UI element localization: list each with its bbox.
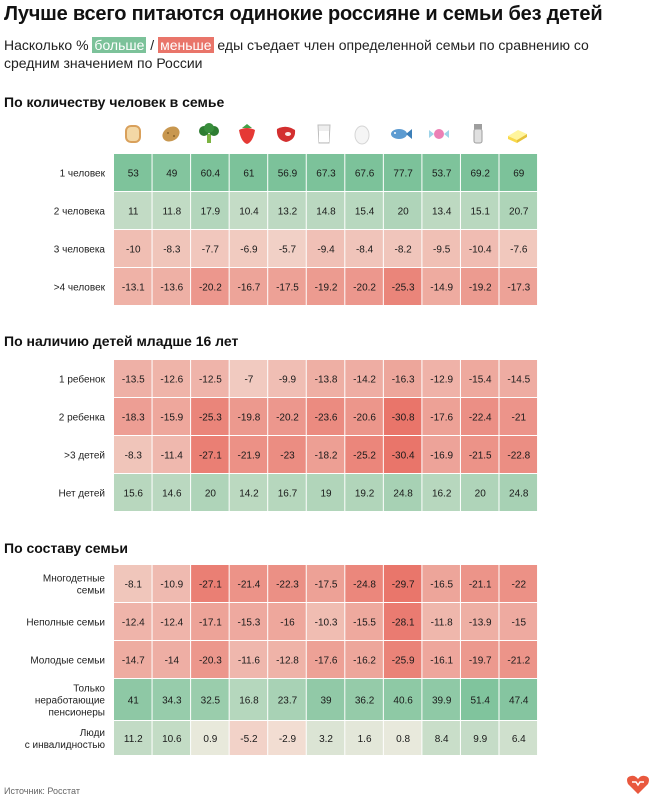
- heatmap-cell-value: -13.9: [468, 617, 492, 629]
- heatmap-cell-value: -15.3: [237, 617, 261, 629]
- heatmap-cell-value: -20.6: [353, 412, 376, 424]
- heatmap-cell-value: 53.7: [431, 168, 452, 180]
- brand-logo-icon: [626, 774, 650, 796]
- section-title-family-type: По составу семьи: [4, 540, 128, 556]
- row-label: 1 человек: [59, 168, 105, 180]
- heatmap-cell-value: 13.4: [431, 206, 452, 218]
- heatmap-cell-value: 56.9: [277, 168, 298, 180]
- heatmap-cell-value: 47.4: [509, 695, 529, 707]
- heatmap-cell-value: 20: [474, 488, 486, 500]
- heatmap-cell-value: 24.8: [393, 488, 413, 500]
- heatmap-cell-value: 17.9: [200, 206, 221, 218]
- heatmap-cell-value: 49: [166, 168, 178, 180]
- heatmap-cell-value: -17.3: [507, 282, 531, 294]
- candy-icon: [429, 129, 449, 139]
- heatmap-cell-value: -9.9: [278, 374, 297, 386]
- heatmap-cell-value: -2.9: [278, 734, 297, 745]
- heatmap-cell-value: -18.3: [121, 412, 145, 424]
- row-label: неработающие: [34, 695, 105, 707]
- heatmap-cell-value: -30.4: [391, 450, 415, 462]
- heatmap-cell-value: 32.5: [200, 695, 221, 707]
- heatmap-cell-value: 34.3: [162, 695, 182, 707]
- heatmap-cell-value: -20.2: [276, 412, 299, 424]
- heatmap-cell-value: -16: [280, 617, 295, 629]
- heatmap-cell-value: -8.3: [163, 244, 181, 256]
- heatmap-cell-value: -20.2: [198, 282, 222, 294]
- heatmap-cell-value: -15.4: [468, 374, 492, 386]
- heatmap-cell-value: 14.2: [239, 488, 259, 500]
- heatmap-cell-value: -11.6: [237, 655, 260, 667]
- legend-more-tag: больше: [94, 37, 145, 53]
- heatmap-cell-value: 41: [127, 695, 139, 707]
- heatmap-cell-value: 13.2: [277, 206, 298, 218]
- heatmap-cell-value: -19.7: [468, 655, 492, 667]
- heatmap-cell-value: -8.4: [355, 244, 374, 256]
- heatmap-cell-value: -23.6: [314, 412, 338, 424]
- heatmap-cell-value: -10.4: [468, 244, 492, 256]
- heatmap-cell-value: -22.3: [276, 579, 299, 591]
- heatmap-cell-value: -8.3: [124, 450, 142, 462]
- heatmap-cell-value: -7.6: [510, 244, 528, 256]
- heatmap-cell-value: 0.9: [203, 734, 218, 745]
- heatmap-cell-value: 6.4: [511, 734, 526, 745]
- heatmap-cell-value: -12.5: [198, 374, 222, 386]
- heatmap-cell-value: -12.4: [121, 617, 145, 629]
- heatmap-cell-value: -7.7: [201, 244, 219, 256]
- heatmap-cell-value: 36.2: [354, 695, 375, 707]
- heatmap-cell-value: -14.9: [430, 282, 454, 294]
- heatmap-cell-value: 69: [513, 168, 525, 180]
- row-label: семьи: [76, 585, 105, 597]
- heatmap-cell-value: -16.7: [237, 282, 261, 294]
- heatmap-cell-value: -21: [511, 412, 527, 424]
- heatmap-cell-value: 11.8: [162, 206, 182, 218]
- heatmap-cell-value: -22.4: [468, 412, 492, 424]
- row-label: Неполные семьи: [26, 617, 105, 629]
- section-title-children: По наличию детей младше 16 лет: [4, 333, 239, 349]
- heatmap-cell-value: 24.8: [509, 488, 529, 500]
- heatmap-cell-value: -23: [280, 450, 295, 462]
- heatmap-cell-value: -9.4: [317, 244, 335, 256]
- heatmap-cell-value: -25.9: [391, 655, 415, 667]
- heatmap-cell-value: 51.4: [470, 695, 490, 707]
- heatmap-cell-value: -21.9: [237, 450, 261, 462]
- heatmap-cell-value: -17.6: [430, 412, 454, 424]
- heatmap-cell-value: -19.2: [468, 282, 492, 294]
- heatmap-cell-value: 40.6: [393, 695, 413, 707]
- row-label: 1 ребенок: [59, 374, 105, 386]
- heatmap-cell-value: 10.4: [239, 206, 259, 218]
- row-label: Многодетные: [42, 573, 105, 585]
- heatmap-cell-value: -12.6: [160, 374, 184, 386]
- heatmap-cell-value: -16.2: [353, 655, 376, 667]
- heatmap-cell-value: 0.8: [396, 734, 411, 745]
- heatmap-cell-value: 67.6: [354, 168, 375, 180]
- food-icons: [125, 123, 527, 145]
- source-note: Источник: Росстат: [4, 786, 80, 796]
- heatmap-cell-value: -20.2: [353, 282, 376, 294]
- heatmap-cell-value: 53: [127, 168, 139, 180]
- heatmap-cell-value: -16.9: [430, 450, 454, 462]
- strawberry-icon: [239, 124, 255, 144]
- butter-icon: [508, 130, 527, 143]
- heatmap-cell-value: -15.9: [160, 412, 184, 424]
- heatmap-cell-value: 14.8: [316, 206, 336, 218]
- heatmap-cell-value: -17.5: [276, 282, 299, 294]
- broccoli-icon: [199, 123, 219, 143]
- heatmap-cell-value: -16.3: [391, 374, 415, 386]
- heatmap-cell-value: -13.1: [121, 282, 145, 294]
- heatmap-cell-value: -19.2: [314, 282, 338, 294]
- heatmap-cell-value: 69.2: [470, 168, 490, 180]
- heatmap-cell-value: -17.5: [314, 579, 338, 591]
- heatmap-cell-value: -8.1: [124, 579, 142, 591]
- heatmap-cell-value: 77.7: [393, 168, 413, 180]
- heatmap-cell-value: 15.4: [354, 206, 375, 218]
- heatmap-cell-value: 39: [320, 695, 332, 707]
- heatmap-cell-value: 11: [128, 206, 139, 218]
- heatmap-cell-value: -24.8: [353, 579, 376, 591]
- heatmap-cell-value: -21.1: [468, 579, 492, 591]
- heatmap-cell-value: -20.3: [198, 655, 222, 667]
- heatmap-cell-value: -7: [244, 374, 254, 386]
- heatmap-cell-value: 19.2: [354, 488, 375, 500]
- heatmap-cell-value: 16.8: [239, 695, 259, 707]
- heatmap-cell-value: 20: [204, 488, 216, 500]
- subtitle-suffix: еды съедает член определенной семьи по сравнению со средним значением по России: [4, 37, 589, 71]
- heatmap-cell-value: -16.5: [430, 579, 454, 591]
- section-title-household-size: По количеству человек в семье: [4, 94, 225, 110]
- heatmap-cell-value: -12.9: [430, 374, 454, 386]
- heatmap-cells: [114, 154, 537, 755]
- heatmap-cell-value: -14.5: [507, 374, 531, 386]
- heatmap-cell-value: 23.7: [277, 695, 298, 707]
- heatmap-cell-value: -22: [511, 579, 527, 591]
- heatmap-cell-value: -21.4: [237, 579, 261, 591]
- heatmap-cell-value: 16.7: [277, 488, 298, 500]
- heatmap-cell-value: -14: [164, 655, 180, 667]
- heatmap-cell-value: 19: [320, 488, 332, 500]
- heatmap-row-labels: [25, 169, 106, 752]
- heatmap-cell-value: -10: [126, 244, 141, 256]
- heatmap-cell-value: -18.2: [314, 450, 338, 462]
- row-label: Нет детей: [58, 488, 105, 500]
- milk-icon: [318, 125, 330, 143]
- bread-icon: [125, 125, 141, 143]
- heatmap-cell-value: -22.8: [507, 450, 531, 462]
- heatmap-cell-value: 15.6: [123, 488, 144, 500]
- row-label: >3 детей: [64, 450, 105, 462]
- heatmap-cell-value: 14.6: [162, 488, 182, 500]
- heatmap-cell-value: 67.3: [316, 168, 336, 180]
- heatmap-cell-value: -14.2: [353, 374, 376, 386]
- heatmap-cell-value: -30.8: [391, 412, 415, 424]
- heatmap-cell-value: -16.1: [430, 655, 454, 667]
- heatmap-cell-value: -5.7: [278, 244, 297, 256]
- heatmap-cell-value: -12.8: [276, 655, 299, 667]
- heatmap-cell-value: -28.1: [391, 617, 415, 629]
- meat-icon: [277, 127, 295, 142]
- subtitle-slash: /: [146, 37, 159, 53]
- heatmap-cell-value: -13.5: [121, 374, 145, 386]
- heatmap-cell-value: -17.6: [314, 655, 338, 667]
- heatmap-cell-value: -13.6: [160, 282, 184, 294]
- row-label: Молодые семьи: [30, 655, 105, 667]
- row-label: 3 человека: [53, 244, 105, 256]
- row-label: 2 ребенка: [58, 412, 105, 424]
- heatmap-cell-value: 3.2: [319, 734, 333, 745]
- heatmap-cell-value: 8.4: [434, 734, 449, 745]
- heatmap-cell-value: 16.2: [431, 488, 452, 500]
- heatmap-cell-value: -21.2: [507, 655, 531, 667]
- heatmap-cell-value: -17.1: [198, 617, 222, 629]
- heatmap-cell-value: 11.2: [123, 734, 143, 745]
- heatmap-cell-value: -9.5: [433, 244, 451, 256]
- heatmap-cell-value: -27.1: [198, 579, 222, 591]
- heatmap-cell-value: -11.8: [430, 617, 453, 629]
- heatmap-cell-value: -25.2: [353, 450, 376, 462]
- heatmap-cell-value: 61: [243, 168, 255, 180]
- heatmap-cell-value: -5.2: [240, 734, 258, 745]
- heatmap-cell-value: -12.4: [160, 617, 184, 629]
- heatmap-cell-value: -25.3: [198, 412, 222, 424]
- chart-title: Лучше всего питаются одинокие россияне и семьи без детей: [4, 3, 603, 25]
- heatmap-cell-value: 20: [397, 206, 409, 218]
- heatmap-cell-value: 9.9: [473, 734, 488, 745]
- heatmap-cell-value: -27.1: [198, 450, 222, 462]
- heatmap-cell-value: -8.2: [394, 244, 412, 256]
- row-label: >4 человек: [53, 282, 105, 294]
- heatmap-cell-value: -29.7: [391, 579, 415, 591]
- heatmap-cell-value: -13.8: [314, 374, 338, 386]
- fish-icon: [391, 129, 412, 139]
- heatmap-cell-value: -6.9: [240, 244, 258, 256]
- row-label: 2 человека: [53, 206, 105, 218]
- legend-less-tag: меньше: [160, 37, 212, 53]
- heatmap-cell-value: -19.8: [237, 412, 261, 424]
- heatmap-cell-value: 20.7: [509, 206, 529, 218]
- subtitle-prefix: Насколько %: [4, 37, 93, 53]
- heatmap-cell-value: -14.7: [121, 655, 145, 667]
- heatmap-cell-value: -15.5: [353, 617, 376, 629]
- heatmap-cell-value: -10.3: [314, 617, 338, 629]
- heatmap-cell-value: 39.9: [431, 695, 452, 707]
- potato-icon: [160, 123, 183, 144]
- heatmap-cell-value: 10.6: [162, 734, 182, 745]
- heatmap-cell-value: -25.3: [391, 282, 415, 294]
- heatmap-cell-value: 15.1: [470, 206, 490, 218]
- heatmap-cell-value: -11.4: [160, 450, 183, 462]
- row-label: Люди: [79, 728, 105, 739]
- heatmap-cell-value: 60.4: [200, 168, 221, 180]
- heatmap-cell-value: 1.6: [357, 734, 372, 745]
- row-label: Только: [73, 683, 105, 695]
- egg-icon: [355, 126, 369, 144]
- row-label: пенсионеры: [48, 707, 105, 719]
- heatmap-cell-value: -21.5: [468, 450, 492, 462]
- heatmap-cell-value: -10.9: [160, 579, 184, 591]
- row-label: с инвалидностью: [24, 740, 105, 751]
- heatmap-cell-value: -15: [511, 617, 527, 629]
- salt-icon: [474, 124, 482, 143]
